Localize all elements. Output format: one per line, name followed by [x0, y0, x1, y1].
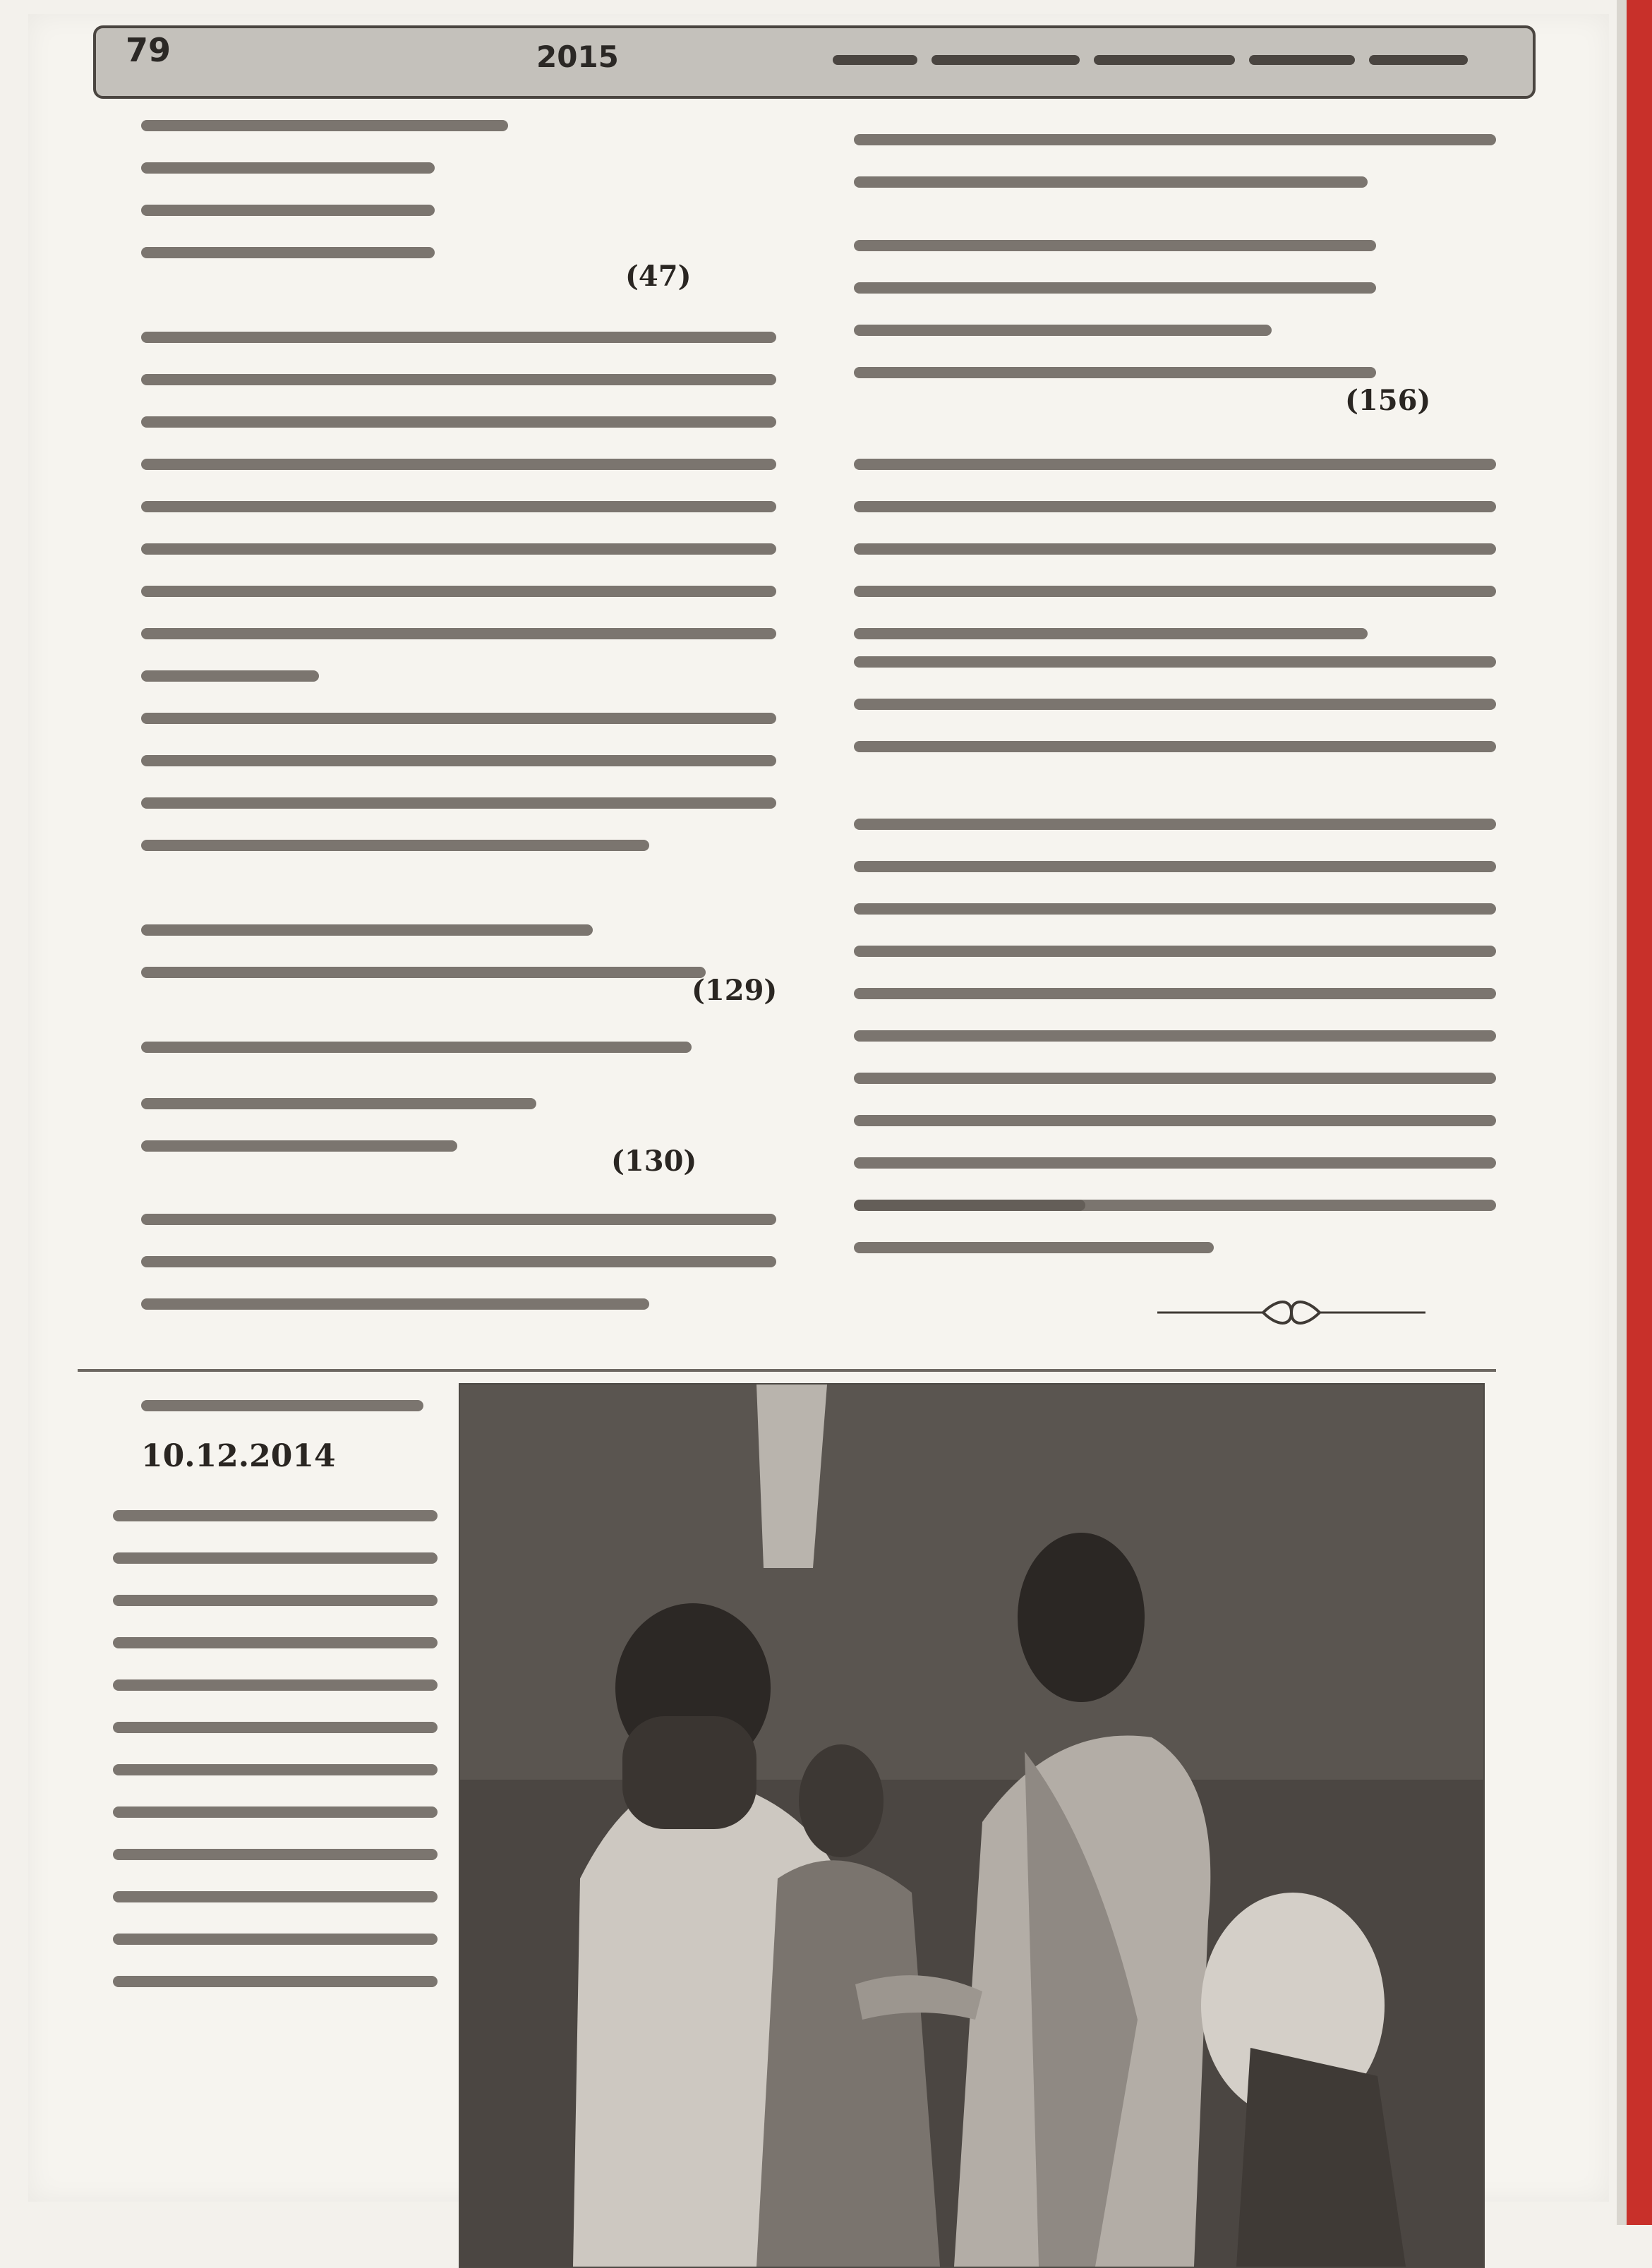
left-paragraph-3: [141, 1214, 776, 1341]
left-paragraph-1: [141, 332, 776, 713]
left-line-sentence: [141, 1042, 692, 1084]
verse-ref-129: (129): [692, 974, 778, 1007]
verse-ref-130: (130): [611, 1145, 697, 1178]
page-edge-shadow: [1617, 0, 1627, 2225]
right-verse-1: [854, 240, 1376, 409]
caption-body: [113, 1510, 438, 2018]
left-verse-1: [141, 120, 508, 289]
event-photo-illustration: [460, 1385, 1483, 2267]
magazine-title-script: [833, 41, 1468, 78]
caption-date: 10.12.2014: [141, 1438, 336, 1474]
cover-edge: [1627, 0, 1652, 2225]
left-verse-2: [141, 924, 706, 1009]
right-paragraph-2: [854, 459, 1496, 670]
section-ornament: [1157, 1298, 1425, 1327]
left-verse-3: [141, 1098, 536, 1183]
caption-line-1: [141, 1400, 423, 1442]
issue-year: 2015: [536, 40, 619, 74]
right-paragraph-3: [854, 656, 1496, 783]
verse-ref-47: (47): [625, 260, 692, 293]
right-paragraph-4: [854, 819, 1496, 1242]
left-paragraph-2: [141, 713, 776, 882]
column-divider-rule: [78, 1369, 1496, 1372]
page-number: 79: [126, 31, 171, 69]
verse-ref-156: (156): [1345, 384, 1431, 417]
event-photo: [459, 1383, 1485, 2268]
right-paragraph-5: [854, 1200, 1496, 1284]
right-paragraph-1: [854, 134, 1496, 219]
